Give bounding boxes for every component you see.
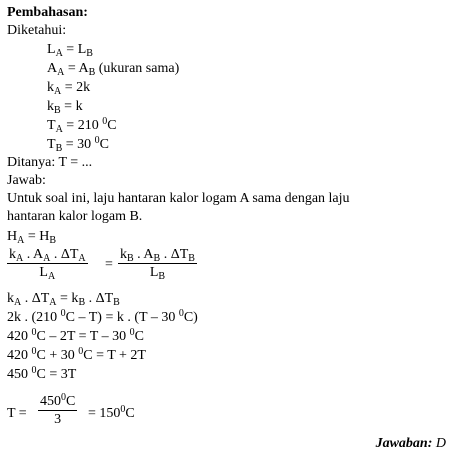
known-tb: $T_B = 30$ $^0$C (47, 135, 109, 154)
final-fraction (38, 393, 77, 428)
known-aa: $A_A = A_B$ (ukuran sama) (47, 61, 180, 78)
equation-ha-hb: $H_A = H_B$ (7, 229, 57, 246)
final-lhs: T = (7, 406, 27, 421)
answer-label: Jawaban: (375, 436, 433, 451)
fraction-right (118, 246, 197, 281)
fraction-right-numerator: $k_B$ . $A_B$ . $\Delta T_B$ (120, 247, 195, 264)
answer-letter: D (435, 436, 446, 451)
explanation-line-1: Untuk soal ini, laju hantaran kalor logam A sama dengan laju (7, 191, 350, 206)
known-kb: $k_B = k$ (47, 99, 83, 116)
step-4: 420 $^0$C + 30 $^0$C = T + 2T (7, 346, 146, 363)
fraction-right-denominator: $L_B$ (149, 265, 166, 282)
step-3: 420 $^0$C – 2T = T – 30 $^0$C (7, 327, 144, 344)
jawab-label: Jawab: (7, 173, 46, 188)
explanation-line-2: hantaran kalor logam B. (7, 209, 143, 224)
fraction-left-denominator: $L_A$ (39, 265, 56, 282)
fraction-left (7, 246, 88, 281)
step-5: 450 $^0$C = 3T (7, 365, 77, 382)
final-denominator: 3 (54, 412, 62, 427)
fraction-equals: = (105, 257, 113, 272)
heading: Pembahasan: (7, 5, 88, 20)
known-la: $L_A = L_B$ (47, 42, 93, 59)
step-1: $k_A$ . $\Delta T_A = k_B$ . $\Delta T_B$ (7, 291, 120, 308)
known-ka: $k_A = 2k$ (47, 80, 91, 97)
diketahui-label: Diketahui: (7, 23, 67, 38)
final-rhs: = $150^0C$ (88, 404, 135, 421)
final-numerator: $450^0C$ (40, 392, 76, 409)
fraction-left-numerator: $k_A$ . $A_A$ . $\Delta T_A$ (9, 247, 86, 264)
known-ta: $T_A = 210$ $^0$C (47, 116, 117, 135)
answer (376, 436, 446, 452)
ditanya: Ditanya: T = ... (7, 155, 93, 170)
step-2: 2k . (210 $^0$C – T) = k . (T – 30 $^0$C) (7, 308, 198, 325)
